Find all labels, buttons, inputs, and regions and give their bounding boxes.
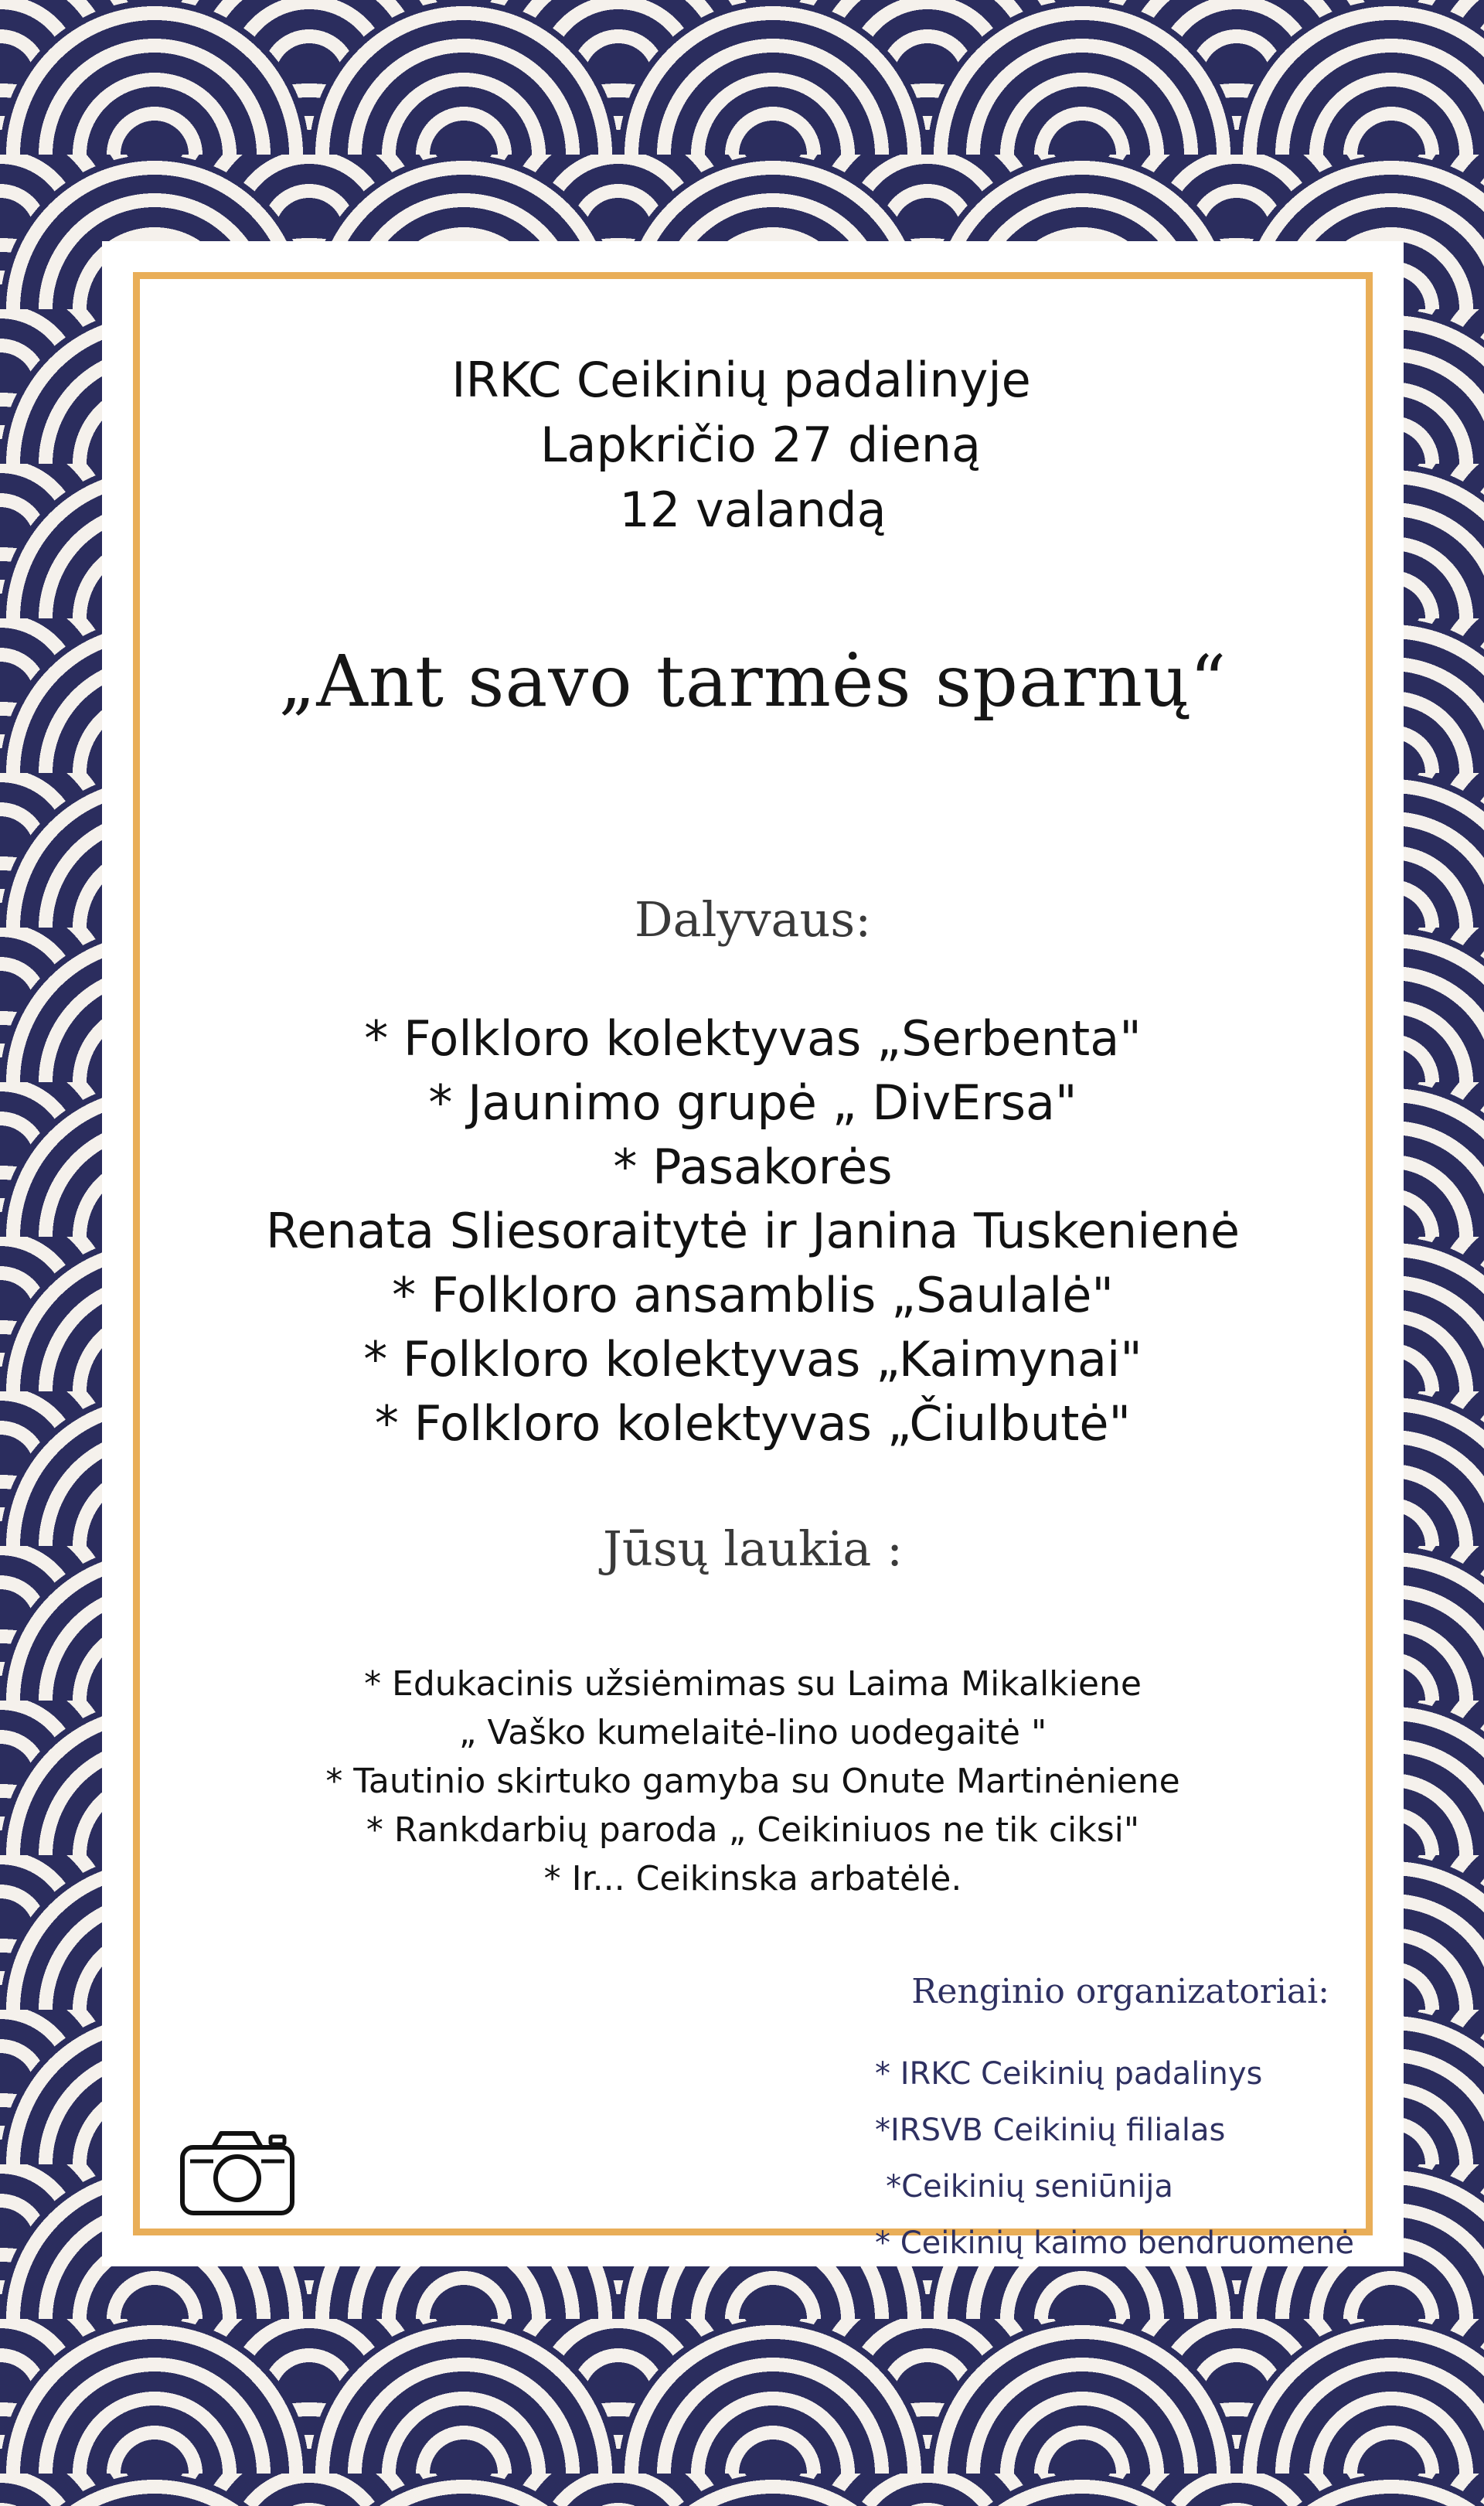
organizer-item: * IRKC Ceikinių padalinys — [875, 2056, 1263, 2092]
await-item: * Rankdarbių paroda „ Ceikiniuos ne tik ciksi" — [366, 1810, 1140, 1850]
organizers-list — [875, 2046, 1354, 2272]
camera-icon — [179, 2127, 295, 2216]
participants-list — [102, 1006, 1404, 1456]
organizer-item: *Ceikinių seniūnija — [886, 2169, 1173, 2205]
organizers-heading: Renginio organizatoriai: — [911, 1972, 1329, 2011]
event-header — [102, 348, 1404, 543]
await-item: „ Vaško kumelaitė-lino uodegaitė " — [458, 1713, 1047, 1752]
participant-item: * Folkloro kolektyvas „Kaimynai" — [363, 1331, 1142, 1387]
event-venue: IRKC Ceikinių padalinyje — [451, 352, 1031, 408]
poster-content — [102, 241, 1404, 2266]
event-date: Lapkričio 27 dieną — [539, 417, 982, 473]
poster-card — [102, 241, 1404, 2266]
event-title: „Ant savo tarmės sparnų“ — [278, 640, 1227, 723]
participant-item: * Pasakorės — [613, 1139, 893, 1195]
participant-item: Renata Sliesoraitytė ir Janina Tuskenienė — [265, 1203, 1240, 1259]
participants-heading: Dalyvaus: — [634, 891, 872, 948]
await-heading: Jūsų laukia : — [603, 1520, 903, 1577]
participant-item: * Folkloro kolektyvas „Serbenta" — [364, 1010, 1142, 1067]
await-list — [102, 1660, 1404, 1903]
await-item: * Tautinio skirtuko gamyba su Onute Martinėniene — [325, 1762, 1180, 1801]
participant-item: * Folkloro kolektyvas „Čiulbutė" — [374, 1395, 1132, 1452]
participant-item: * Jaunimo grupė „ DivErsa" — [428, 1074, 1077, 1131]
await-item: * Ir... Ceikinska arbatėlė. — [543, 1859, 962, 1898]
participant-item: * Folkloro ansamblis „Saulalė" — [392, 1267, 1114, 1323]
organizer-item: * Ceikinių kaimo bendruomenė — [875, 2225, 1354, 2261]
await-item: * Edukacinis užsiėmimas su Laima Mikalkiene — [364, 1664, 1142, 1704]
event-time: 12 valandą — [619, 482, 887, 538]
organizer-item: *IRSVB Ceikinių filialas — [875, 2113, 1226, 2148]
